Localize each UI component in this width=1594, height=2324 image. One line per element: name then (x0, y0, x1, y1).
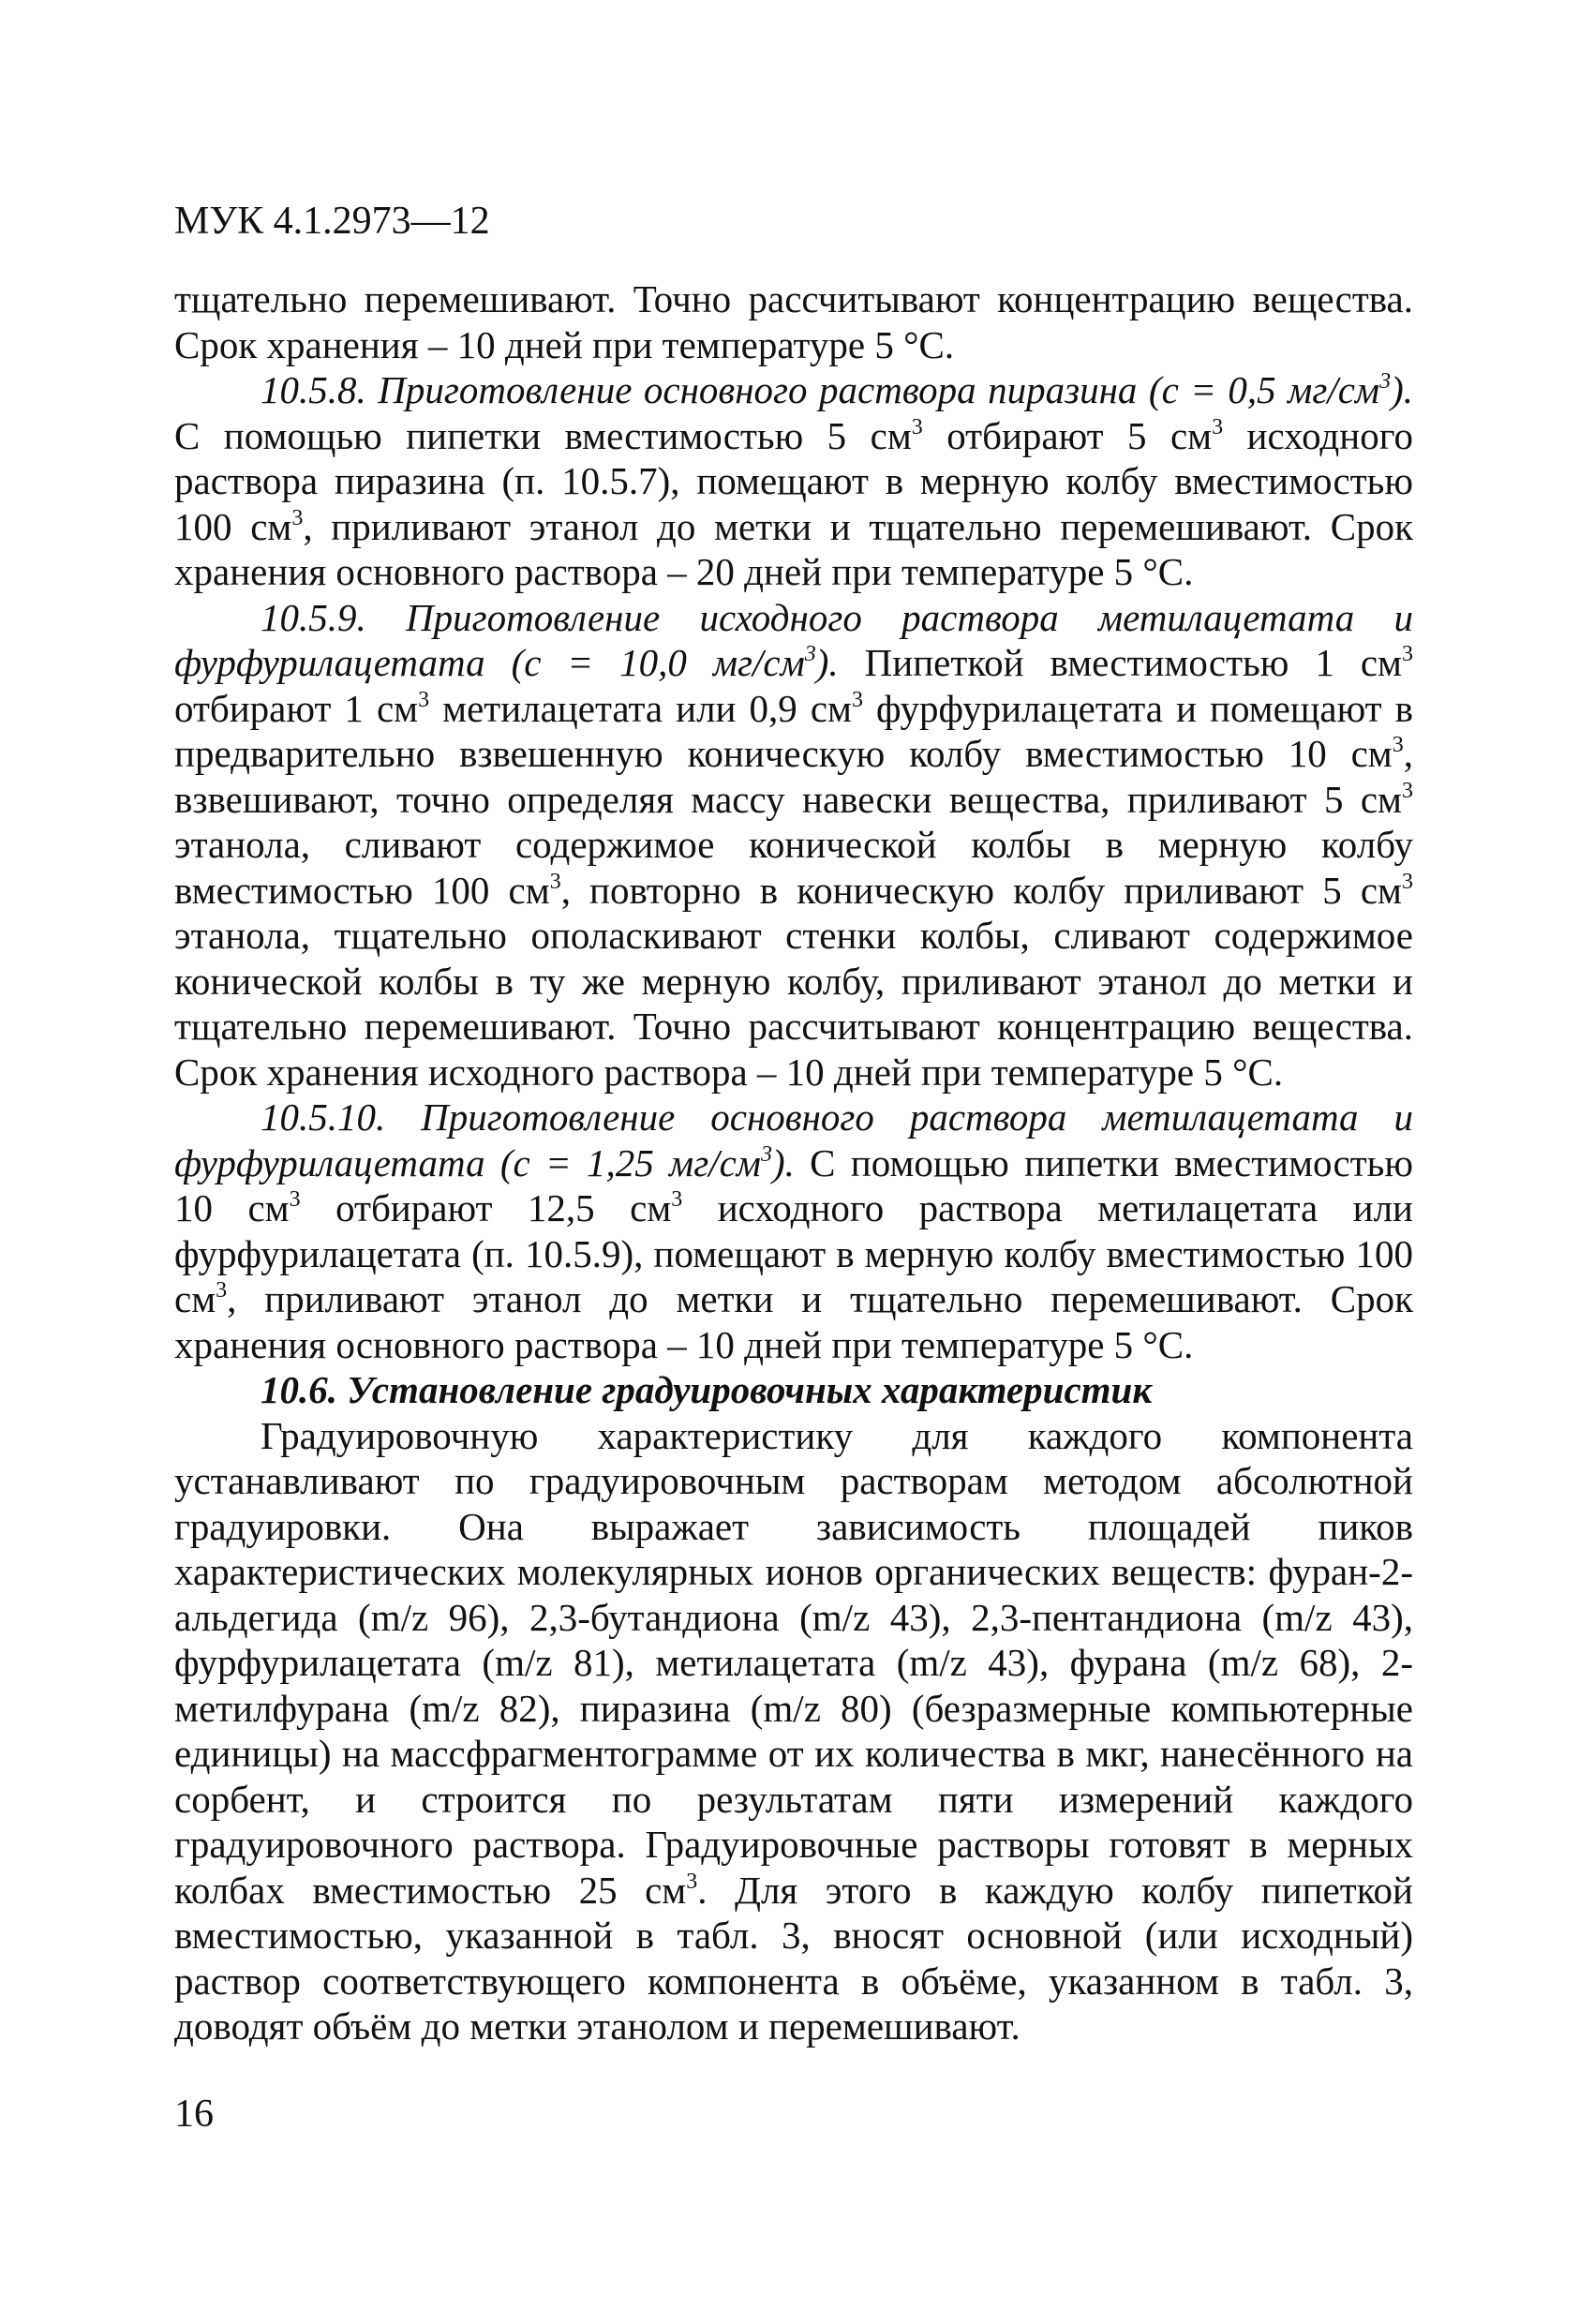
subsection-title-10-5-9: 10.5.9. Приготовление исходного раствора метилацетата и фурфурилацетата (с = 10,0 $мг/см^3$). (174, 595, 1413, 684)
section-heading-10-6: 10.6. Установление градуировочных характеристик (261, 1368, 1153, 1411)
paragraph-10-5-8: 10.5.8. Приготовление основного раствора пиразина (с = 0,5 $мг/см^3$). С помощью пипетки вместимостью 5 $см^3$ отбирают 5 $см^3$ исходного раствора пиразина (п. 10.5.7), помещают в мерную колбу вместимостью 100 $см^3$, приливают этанол до метки и тщательно перемешивают. Срок хранения основного раствора – 20 дней при температуре 5 °С. (174, 368, 1413, 593)
page-number: 16 (174, 2093, 214, 2136)
paragraph-10-5-10: 10.5.10. Приготовление основного раствора метилацетата и фурфурилацетата (с = 1,25 $мг/см^3$). С помощью пипетки вместимостью 10 $см^3$ отбирают 12,5 $см^3$ исходного раствора метилацетата или фурфурилацетата (п. 10.5.9), помещают в мерную колбу вместимостью 100 $см^3$, приливают этанол до метки и тщательно перемешивают. Срок хранения основного раствора – 10 дней при температуре 5 °С. (174, 1095, 1413, 1366)
paragraph-continuation: тщательно перемешивают. Точно рассчитывают концентрацию вещества. Срок хранения – 10 дней при температуре 5 °С. (174, 277, 1413, 366)
paragraph-10-5-9: 10.5.9. Приготовление исходного раствора метилацетата и фурфурилацетата (с = 10,0 $мг/см^3$). Пипеткой вместимостью 1 $см^3$ отбирают 1 $см^3$ метилацетата или 0,9 $см^3$ фурфурилацетата и помещают в предварительно взвешенную коническую колбу вместимостью 10 $см^3$, взвешивают, точно определяя массу навески вещества, приливают 5 $см^3$ этанола, сливают содержимое конической колбы в мерную колбу вместимостью 100 $см^3$, повторно в коническую колбу приливают 5 $см^3$ этанола, тщательно ополаскивают стенки колбы, сливают содержимое конической колбы в ту же мерную колбу, приливают этанол до метки и тщательно перемешивают. Точно рассчитывают концентрацию вещества. Срок хранения исходного раствора – 10 дней при температуре 5 °С. (174, 595, 1413, 1094)
document-body (174, 276, 1413, 2049)
document-header: МУК 4.1.2973—12 (174, 200, 490, 243)
subsection-title-10-5-8: 10.5.8. Приготовление основного раствора пиразина (с = 0,5 $мг/см^3$). (261, 368, 1413, 411)
subsection-title-10-5-10: 10.5.10. Приготовление основного раствора метилацетата и фурфурилацетата (с = 1,25 $мг/см^3$). (174, 1095, 1413, 1184)
paragraph-10-6: Градуировочную характеристику для каждого компонента устанавливают по градуировочным растворам методом абсолютной градуировки. Она выражает зависимость площадей пиков характеристических молекулярных ионов органических веществ: фуран-2-альдегида (m/z 96), 2,3-бутандиона (m/z 43), 2,3-пентандиона (m/z 43), фурфурилацетата (m/z 81), метилацетата (m/z 43), фурана (m/z 68), 2-метилфурана (m/z 82), пиразина (m/z 80) (безразмерные компьютерные единицы) на массфрагментограмме от их количества в мкг, нанесённого на сорбент, и строится по результатам пяти измерений каждого градуировочного раствора. Градуировочные растворы готовят в мерных колбах вместимостью 25 $см^3$. Для этого в каждую колбу пипеткой вместимостью, указанной в табл. 3, вносят основной (или исходный) раствор соответствующего компонента в объёме, указанном в табл. 3, доводят объём до метки этанолом и перемешивают. (174, 1413, 1413, 2048)
